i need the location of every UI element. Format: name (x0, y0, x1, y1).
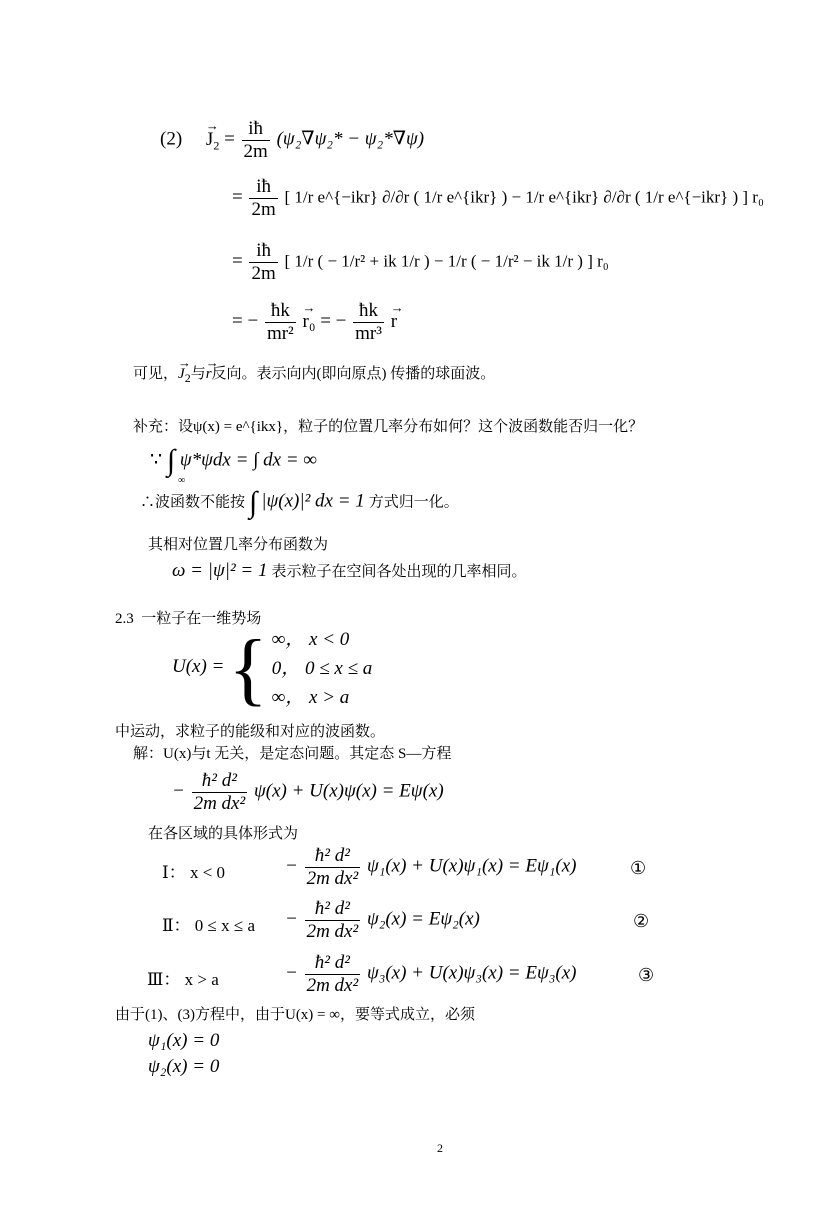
region-3-equation: − $\frac{\text{ħ² d²}}{\text{2m dx²}}$ ψ₃(x) + U(x)ψ₃(x) = Eψ₃(x) (285, 952, 577, 996)
schrodinger-equation: − $\frac{\text{ħ² d²}}{\text{2m dx²}}$ ψ(x) + U(x)ψ(x) = Eψ(x) (172, 770, 444, 814)
region-3-label: Ⅲ： x > a (147, 970, 219, 989)
j-subscript: 2 (213, 138, 220, 153)
j-vector: → J (206, 129, 213, 151)
omega-line: ω = |ψ|² = 1 表示粒子在空间各处出现的几率相同。 (172, 560, 527, 581)
region-1-label: Ⅰ： x < 0 (162, 863, 226, 882)
integral-line (150, 446, 317, 476)
potential-cases: ∞， x < 0 0， 0 ≤ x ≤ a ∞， x > a (271, 629, 373, 708)
result-psi1: ψ₁(x) = 0 (148, 1030, 220, 1051)
conclusion-line: 可见，→ $J_2$与→ r反向。表示向内(即向原点) 传播的球面波。 (133, 362, 495, 386)
result-psi2: ψ₂(x) = 0 (148, 1056, 220, 1077)
left-brace: { (228, 622, 268, 714)
coefficient-fraction: $\frac{iħ}{2m}$ (251, 176, 276, 220)
region-2-label: Ⅱ： 0 ≤ x ≤ a (162, 916, 256, 935)
problem-task: 中运动，求粒子的能级和对应的波函数。 (115, 724, 386, 740)
integral-lower-limit: ∞ (178, 475, 186, 486)
equation-mark-1: ① (630, 858, 647, 878)
j2-equation-line-1 (160, 118, 424, 163)
solution-intro: 解：U(x)与t 无关，是定态问题。其定态 S—方程 (133, 746, 452, 762)
relative-distribution-text: 其相对位置几率分布函数为 (148, 537, 329, 553)
equation-mark-3: ③ (638, 965, 655, 985)
hk-over-mr3: $\frac{ħk}{\text{mr³}}$ (355, 300, 382, 344)
j2-line3-rest: [ 1/r ( − 1/r² + ik 1/r ) − 1/r ( − 1/r² − ik 1/r ) ] r₀ (284, 251, 609, 271)
equals-sign: = (232, 310, 243, 332)
j2-line2-rest: [ 1/r e^{−ikr} ∂/∂r ( 1/r e^{ikr} ) − 1/r e^{ikr} ∂/∂r ( 1/r e^{−ikr} ) ] r₀ (284, 187, 764, 207)
j2-equation-line-2 (232, 176, 764, 221)
region-1-equation: − $\frac{\text{ħ² d²}}{\text{2m dx²}}$ ψ₁(x) + U(x)ψ₁(x) = Eψ₁(x) (285, 845, 577, 889)
j2-line1-rest: (ψ₂∇ψ₂* − ψ₂*∇ψ) (276, 128, 425, 150)
minus-sign: − (247, 310, 259, 332)
j2-equation-line-3 (232, 240, 609, 285)
region-2-equation: − $\frac{\text{ħ² d²}}{\text{2m dx²}}$ ψ₂(x) = Eψ₂(x) (285, 898, 480, 942)
equation-label: (2) (160, 128, 183, 150)
integral-sign: ∫ (166, 444, 176, 477)
deduction-text: 由于(1)、(3)方程中，由于U(x) = ∞，要等式成立，必须 (115, 1007, 475, 1023)
problem-heading: 2.3 一粒子在一维势场 (115, 611, 262, 627)
minus-sign: − (335, 310, 347, 332)
normalization-expression: |ψ(x)|² dx = 1 (261, 490, 365, 512)
equals-sign: = (232, 250, 243, 272)
equals-sign: = (320, 310, 331, 332)
potential-lhs: U(x) = (172, 656, 225, 678)
potential-definition (172, 622, 373, 714)
coefficient-fraction: $\frac{iħ}{2m}$ (243, 118, 268, 162)
supplement-question: 补充：设ψ(x) = e^{ikx}，粒子的位置几率分布如何？这个波函数能否归一化？ (133, 419, 644, 435)
because-symbol: ∵ (150, 449, 163, 471)
integral-expression: ψ*ψdx = ∫ dx = ∞ (179, 449, 317, 471)
integral-sign: ∫ (249, 486, 258, 519)
page-number: 2 (437, 1141, 443, 1155)
hk-over-mr2: $\frac{ħk}{\text{mr²}}$ (266, 300, 294, 344)
equation-mark-2: ② (633, 911, 650, 931)
normalization-line: ∴波函数不能按 ∫ |ψ(x)|² dx = 1 方式归一化。 (140, 486, 459, 519)
r0-vector: → r₀ (303, 311, 316, 333)
j2-equation-line-4 (232, 300, 397, 345)
regions-intro: 在各区域的具体形式为 (148, 826, 299, 842)
equals-sign: = (224, 128, 235, 150)
r-vector: → r (391, 311, 397, 333)
coefficient-fraction: $\frac{iħ}{2m}$ (251, 240, 276, 284)
problem-number: 2.3 (115, 611, 134, 627)
equals-sign: = (232, 186, 243, 208)
